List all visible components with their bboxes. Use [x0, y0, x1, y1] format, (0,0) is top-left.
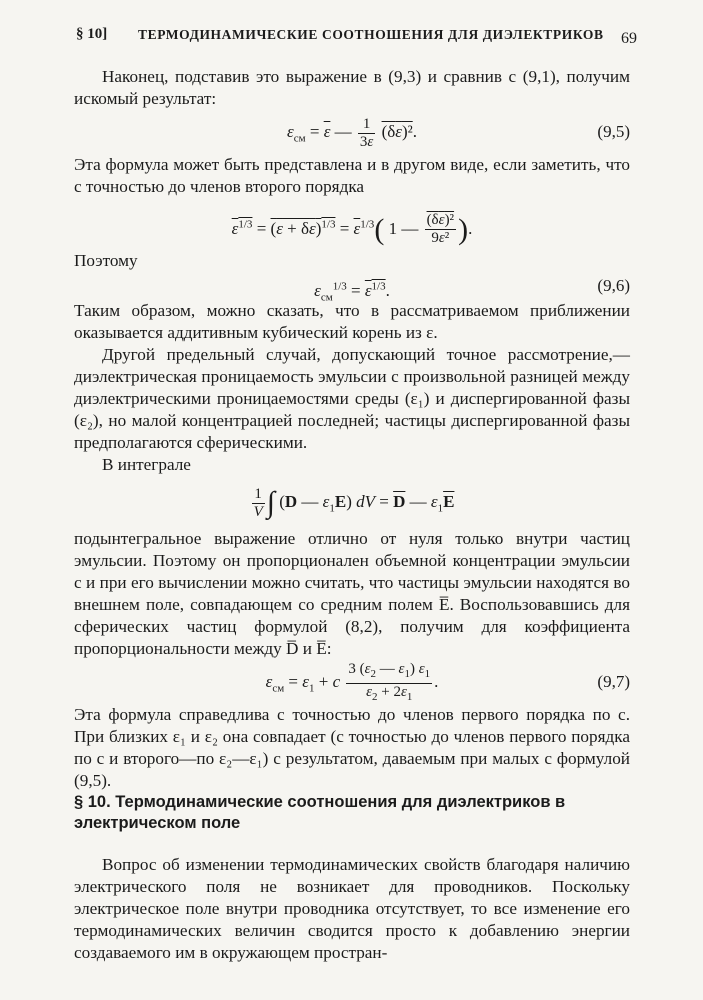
formula-cube-root [74, 198, 630, 250]
formula-9-6-expression: $\varepsilon_{см}^{1/3} = \varepsilon^{1/3}$. [314, 280, 390, 304]
equation-number-9-5: (9,5) [597, 122, 630, 141]
formula-cube-root-expression: $\varepsilon^{1/3} = (\varepsilon + \delta\varepsilon)^{1/3} = \overline{\varepsilon}^{1/3}$( 1 — $\frac{\text{(δε)²}}{9\overline{\varepsilon}^2}$ ). [231, 212, 473, 247]
formula-integral [74, 476, 630, 528]
paragraph-5: Другой предельный случай, допускающий точное рассмотрение,—диэлектрическая проницаемость эмульсии с произвольной разницей между диэлектрическими проницаемостями среды (ε₁) и диспергированной фазы (ε₂), но малой концентрацией последней; частицы диспергированной фазы предполагаются сферическими. [74, 345, 630, 452]
formula-integral-expression: $\frac{1}{V}$ ∫ (D — $\varepsilon_1E$) dV = $\overline{D}$ — $\varepsilon_1\overline{E}$ [253, 485, 455, 520]
paragraph-4: Таким образом, можно сказать, что в рассматриваемом приближении оказывается аддитивным кубический корень из ε. [74, 301, 630, 342]
paragraph-6: В интеграле [102, 455, 191, 474]
running-header [76, 26, 637, 50]
section-heading: § 10. Термодинамические соотношения для диэлектриков в электрическом поле [74, 793, 566, 832]
formula-9-7-expression: $\varepsilon_{см} = \varepsilon_1 + c$ $\frac{3 (\varepsilon_2 — \varepsilon_1) \varepsilon_1}{\varepsilon_2 + 2\varepsilon_1}$ . [265, 660, 439, 703]
header-title: ТЕРМОДИНАМИЧЕСКИЕ СООТНОШЕНИЯ ДЛЯ ДИЭЛЕКТРИКОВ [138, 27, 604, 42]
paragraph-1: Наконец, подставив это выражение в (9,3) и сравнив с (9,1), получим искомый результат: [74, 67, 630, 108]
formula-9-6 [74, 272, 630, 304]
page-number: 69 [621, 30, 637, 47]
formula-9-5 [74, 110, 630, 154]
paragraph-8: Эта формула справедлива с точностью до членов первого порядка по c. При близких ε₁ и ε₂ она совпадает (с точностью до членов первого порядка по c и второго—по ε₂—ε₁) с результатом, даваемым при малых c формулой (9,5). [74, 705, 630, 790]
equation-number-9-7: (9,7) [597, 672, 630, 691]
header-section: § 10] [76, 26, 108, 42]
equation-number-9-6: (9,6) [597, 276, 630, 295]
paragraph-2: Эта формула может быть представлена и в другом виде, если заметить, что с точностью до членов второго порядка [74, 155, 630, 196]
formula-9-7 [74, 660, 630, 704]
paragraph-3: Поэтому [74, 251, 138, 270]
paragraph-7: подынтегральное выражение отлично от нуля только внутри частиц эмульсии. Поэтому он пропорционален объемной концентрации эмульсии c и при его вычислении можно считать, что частицы эмульсии находятся во внешнем поле, совпадающем со средним полем E̅. Воспользовавшись для сферических частиц формулой (8,2), получим для коэффициента пропорциональности между D̅ и E̅: [74, 529, 630, 658]
formula-9-5-expression: $\varepsilon_{см} = \overline{\varepsilon}$ — $\frac{1}{3\overline{\varepsilon}}$ (δε)². [287, 115, 417, 150]
paragraph-9: Вопрос об изменении термодинамических свойств благодаря наличию электрического поля не возникает для проводников. Поскольку электрическое поле внутри проводника отсутствует, то все изменение его термодинамических величин сводится просто к добавлению энергии создаваемого им в окружающем простран- [74, 855, 630, 962]
body-text [74, 66, 630, 964]
